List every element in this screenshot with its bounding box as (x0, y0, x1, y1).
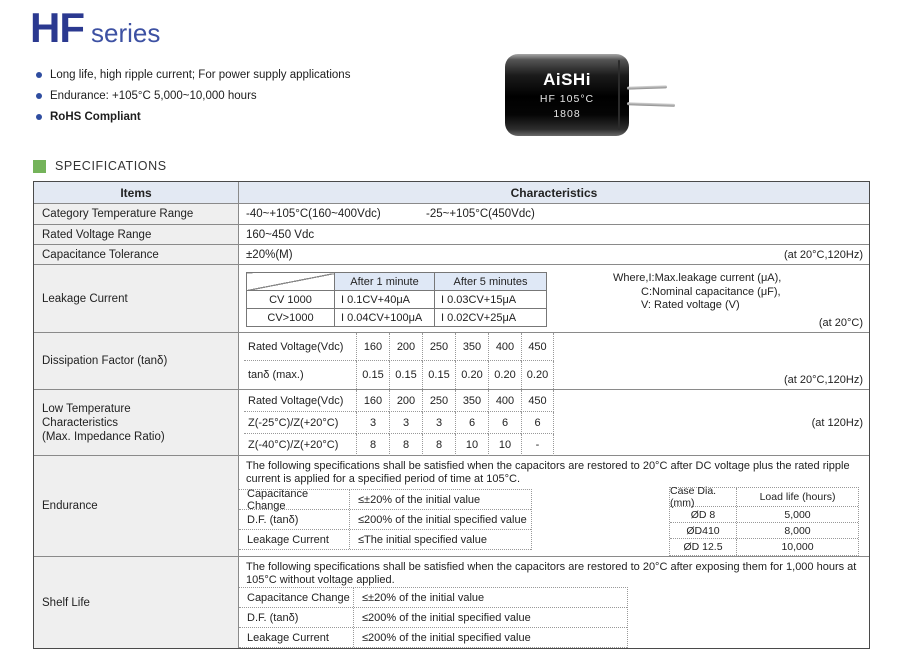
condition-note: (at 120Hz) (811, 416, 863, 429)
criteria-row (239, 628, 627, 648)
grid-label: Rated Voltage(Vdc) (244, 333, 356, 361)
row-label: Category Temperature Range (34, 204, 239, 224)
formula: I 0.02CV+25μA (435, 309, 547, 327)
where-line: C:Nominal capacitance (μF), (641, 285, 781, 298)
endurance-criteria-table (239, 489, 532, 550)
bullet-icon (36, 72, 42, 78)
impedance-cell: 3 (422, 412, 455, 434)
rated-voltage-value: 160~450 Vdc (246, 228, 315, 241)
series-word: series (91, 18, 161, 48)
voltage-cell: 350 (455, 333, 488, 361)
row-value (239, 204, 869, 224)
capacitor-marking-2: 1808 (553, 108, 581, 120)
voltage-cell: 350 (455, 390, 488, 412)
load-life-row (670, 539, 858, 555)
impedance-cell: 8 (422, 434, 455, 456)
category-range-2: -25~+105°C(450Vdc) (426, 208, 535, 220)
condition-note: (at 20°C,120Hz) (784, 248, 863, 261)
voltage-cell: 200 (389, 333, 422, 361)
criteria-row (239, 530, 531, 550)
voltage-cell: 400 (488, 390, 521, 412)
brand-logo: AiSHi (543, 70, 591, 89)
shelf-criteria-table (239, 587, 628, 648)
label-line: Low Temperature (42, 402, 131, 415)
section-header (33, 159, 167, 173)
row-value (239, 245, 869, 264)
col-header: Load life (hours) (759, 491, 836, 503)
case-dia: ØD 12.5 (670, 539, 737, 555)
col-header: After 1 minute (335, 273, 435, 291)
case-dia: ØD410 (670, 523, 737, 538)
impedance-cell: - (521, 434, 554, 456)
endurance-description: The following specifications shall be satisfied when the capacitors are restored to 20°C after DC voltage plus the rated ripple current is applied for a specified period of time at 105°C. (246, 460, 850, 485)
cv-range: CV>1000 (247, 309, 335, 327)
page-title (30, 4, 160, 52)
tan-cell: 0.20 (488, 361, 521, 389)
voltage-cell: 250 (422, 390, 455, 412)
row-dissipation-factor (34, 333, 869, 390)
row-label: Shelf Life (34, 557, 239, 648)
load-life-row (670, 507, 858, 523)
formula: I 0.1CV+40μA (335, 291, 435, 309)
label-line: Characteristics (42, 416, 119, 429)
impedance-cell: 8 (356, 434, 389, 456)
leakage-formula-table (246, 272, 547, 327)
criteria-row (239, 510, 531, 530)
specifications-table (33, 181, 870, 649)
criteria-name: Leakage Current (247, 533, 329, 546)
row-leakage-current (34, 265, 869, 333)
row-label: Dissipation Factor (tanδ) (34, 333, 239, 389)
diagonal-cell (247, 273, 335, 291)
criteria-value: ≤±20% of the initial value (353, 588, 627, 607)
label-line: (Max. Impedance Ratio) (42, 430, 165, 443)
row-low-temperature (34, 390, 869, 456)
criteria-value: ≤200% of the initial specified value (349, 510, 531, 529)
load-life-header (670, 485, 858, 509)
impedance-cell: 3 (389, 412, 422, 434)
low-temp-grid (244, 390, 554, 456)
row-value (239, 265, 869, 332)
impedance-cell: 3 (356, 412, 389, 434)
characteristics-header: Characteristics (239, 182, 869, 203)
leakage-data-row (247, 309, 547, 327)
bullet-icon (36, 114, 42, 120)
row-label (34, 390, 239, 455)
voltage-cell: 160 (356, 390, 389, 412)
criteria-value: ≤±20% of the initial value (349, 490, 531, 509)
criteria-row (239, 608, 627, 628)
row-label: Rated Voltage Range (34, 225, 239, 244)
feature-item (36, 85, 350, 106)
grid-label: Rated Voltage(Vdc) (244, 390, 356, 412)
grid-label: Z(-40°C)/Z(+20°C) (248, 439, 339, 451)
load-life-row (670, 523, 858, 539)
criteria-value: ≤200% of the initial specified value (353, 608, 627, 627)
grid-label: tanδ (max.) (248, 369, 304, 381)
row-value (239, 456, 876, 556)
feature-item (36, 106, 350, 127)
condition-note: (at 20°C,120Hz) (784, 374, 863, 386)
voltage-cell: 160 (356, 333, 389, 361)
row-label: Capacitance Tolerance (34, 245, 239, 264)
tan-cell: 0.15 (389, 361, 422, 389)
capacitor-lead (627, 102, 675, 107)
criteria-value: ≤200% of the initial specified value (353, 628, 627, 647)
voltage-cell: 250 (422, 333, 455, 361)
criteria-value: ≤The initial specified value (349, 530, 531, 549)
feature-item (36, 64, 350, 85)
load-life-table (669, 487, 859, 556)
impedance-cell: 8 (389, 434, 422, 456)
criteria-name: Leakage Current (247, 631, 329, 644)
voltage-cell: 200 (389, 390, 422, 412)
category-range-1: -40~+105°C(160~400Vdc) (246, 208, 381, 220)
row-rated-voltage-range (34, 225, 869, 245)
tolerance-value: ±20%(M) (246, 248, 293, 261)
row-category-temperature-range (34, 204, 869, 225)
capacitor-marking-1: HF 105°C (539, 93, 595, 105)
row-value (239, 557, 870, 648)
where-legend (613, 272, 781, 313)
section-marker-icon (33, 160, 46, 173)
impedance-cell: 6 (488, 412, 521, 434)
leakage-data-row (247, 291, 547, 309)
row-shelf-life (34, 557, 869, 648)
bullet-icon (36, 93, 42, 99)
tan-cell: 0.20 (521, 361, 554, 389)
case-dia: ØD 8 (670, 507, 737, 522)
tan-cell: 0.20 (455, 361, 488, 389)
voltage-cell: 400 (488, 333, 521, 361)
series-code: HF (30, 4, 84, 51)
impedance-cell: 6 (455, 412, 488, 434)
impedance-cell: 6 (521, 412, 554, 434)
load-hours: 8,000 (784, 524, 811, 537)
tan-cell: 0.15 (356, 361, 389, 389)
voltage-cell: 450 (521, 333, 554, 361)
col-header: Case Dia.(mm) (670, 488, 737, 506)
voltage-cell: 450 (521, 390, 554, 412)
feature-text: Long life, high ripple current; For power supply applications (50, 68, 351, 81)
row-label: Endurance (34, 456, 239, 556)
row-label: Leakage Current (34, 265, 239, 332)
row-capacitance-tolerance (34, 245, 869, 265)
cv-range: CV 1000 (247, 291, 335, 309)
table-header-row (34, 182, 869, 204)
feature-text: RoHS Compliant (50, 110, 141, 123)
tan-cell: 0.15 (422, 361, 455, 389)
condition-note: (at 20°C) (818, 317, 863, 329)
criteria-name: Capacitance Change (247, 487, 309, 512)
items-header: Items (34, 182, 239, 203)
row-endurance (34, 456, 869, 557)
where-line: Where,I:Max.leakage current (μA), (613, 272, 782, 284)
load-hours: 5,000 (784, 508, 811, 521)
row-value (239, 390, 869, 455)
criteria-name: D.F. (tanδ) (247, 611, 299, 624)
capacitor-lead (627, 85, 667, 89)
feature-list (36, 64, 350, 127)
row-value (239, 333, 869, 389)
capacitor-body (505, 54, 629, 136)
leakage-header-row (247, 273, 547, 291)
row-value (239, 225, 869, 244)
section-title: SPECIFICATIONS (55, 159, 167, 173)
feature-text: Endurance: +105°C 5,000~10,000 hours (50, 89, 257, 102)
formula: I 0.03CV+15μA (435, 291, 547, 309)
impedance-cell: 10 (455, 434, 488, 456)
shelf-life-description: The following specifications shall be satisfied when the capacitors are restored to 20°C after exposing them for 1,000 hours at 105°C without voltage applied. (246, 561, 857, 586)
criteria-row (239, 487, 531, 512)
grid-label: Z(-25°C)/Z(+20°C) (244, 412, 356, 434)
criteria-name: D.F. (tanδ) (247, 513, 299, 526)
formula: I 0.04CV+100μA (335, 309, 435, 327)
dissipation-grid (244, 333, 554, 389)
criteria-row (239, 588, 627, 608)
where-line: V: Rated voltage (V) (641, 299, 740, 311)
criteria-name: Capacitance Change (247, 591, 350, 604)
load-hours: 10,000 (781, 541, 814, 553)
impedance-cell: 10 (488, 434, 521, 456)
col-header: After 5 minutes (435, 273, 547, 291)
capacitor-photo (505, 50, 670, 140)
